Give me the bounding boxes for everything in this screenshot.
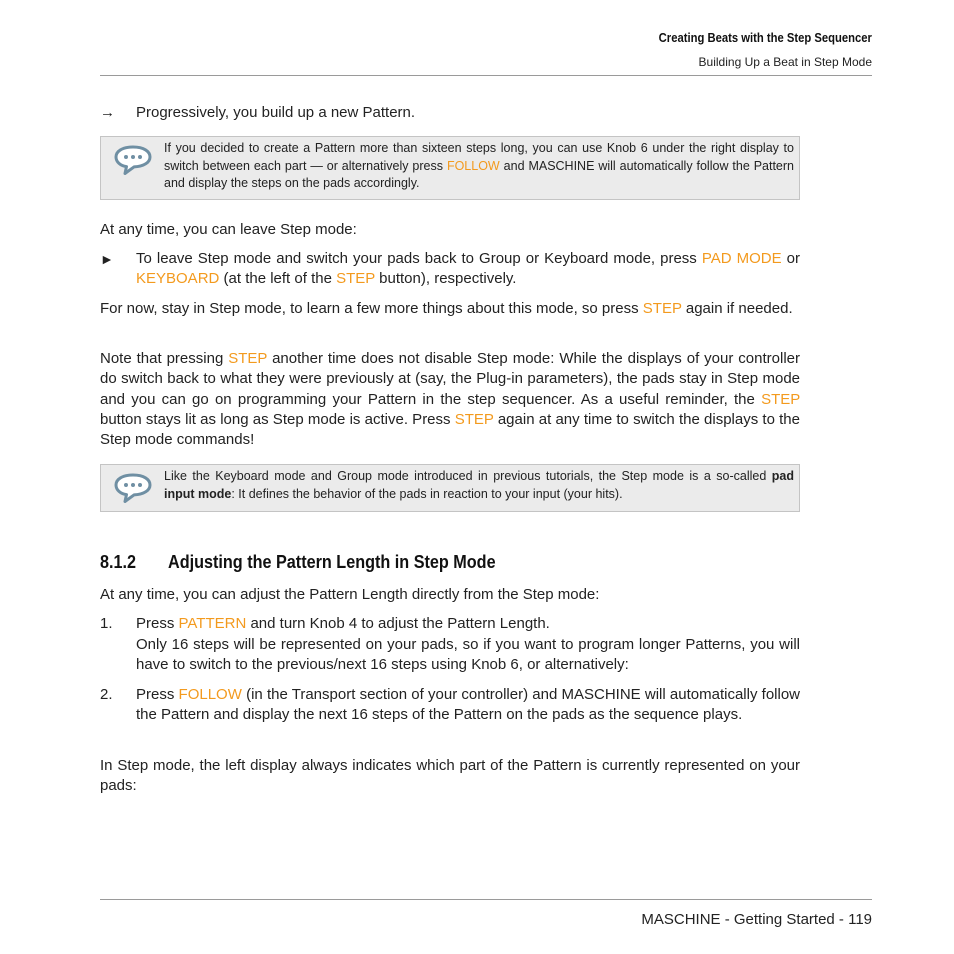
note1-text-b: and MASCHINE will automatically follow the Pattern and display the steps on the pads accordingly. xyxy=(164,158,795,191)
page-footer: MASCHINE - Getting Started - 119 xyxy=(641,911,872,928)
pad-mode-key: PAD MODE xyxy=(701,250,782,267)
note-box-2 xyxy=(100,464,800,512)
step-key: STEP xyxy=(454,410,494,428)
stay-text-b: again if needed. xyxy=(681,300,793,317)
note-box-1 xyxy=(100,136,800,200)
step-key: STEP xyxy=(642,300,682,317)
action-text-d: button), respectively. xyxy=(375,270,517,288)
step-1-number: 1. xyxy=(100,615,113,632)
action-marker: ► xyxy=(100,251,114,267)
page-header-chapter: Creating Beats with the Step Sequencer xyxy=(658,31,872,45)
step-key: STEP xyxy=(228,350,268,367)
note-text-a: Note that pressing xyxy=(100,350,229,367)
action-text-c: (at the left of the xyxy=(219,270,337,288)
section-title: Adjusting the Pattern Length in Step Mode xyxy=(168,552,496,572)
step-2-number: 2. xyxy=(100,686,113,703)
action-text-b: or xyxy=(781,250,800,267)
step-1-subtext: Only 16 steps will be represented on your pads, so if you want to program longer Patterns, you will have to switch to the previous/next 16 steps using Knob 6, or alternatively: xyxy=(136,636,800,674)
speech-bubble-icon xyxy=(113,143,153,177)
para-left-display: In Step mode, the left display always indicates which part of the Pattern is currently represented on your pads: xyxy=(100,757,800,795)
step2-text-b: (in the Transport section of your controller) and MASCHINE will automatically follow the Pattern and display the next 16 steps of the Pattern on the pads as the sequence plays. xyxy=(136,686,800,724)
header-rule xyxy=(100,75,872,76)
step-1-text xyxy=(136,614,800,634)
step1-text-b: and turn Knob 4 to adjust the Pattern Length. xyxy=(246,615,550,632)
pad-input-mode-term: pad input mode xyxy=(164,469,794,501)
result-arrow: → xyxy=(100,104,115,121)
section-number: 8.1.2 xyxy=(100,552,137,572)
note-text-d: again at any time to switch the displays to the Step mode commands! xyxy=(100,410,800,449)
keyboard-key: KEYBOARD xyxy=(136,270,220,288)
para-note-step xyxy=(100,349,800,450)
pattern-key: PATTERN xyxy=(178,615,247,632)
step1-text-a: Press xyxy=(136,615,179,632)
result-text: Progressively, you build up a new Pattern. xyxy=(136,104,416,121)
page-header-section: Building Up a Beat in Step Mode xyxy=(698,55,872,69)
step2-text-a: Press xyxy=(136,686,179,703)
action-text xyxy=(136,249,800,290)
speech-bubble-icon xyxy=(113,471,153,505)
footer-rule xyxy=(100,899,872,900)
para-stay-step-mode xyxy=(100,299,800,319)
note-text-c: button stays lit as long as Step mode is active. Press xyxy=(100,410,455,428)
stay-text-a: For now, stay in Step mode, to learn a few more things about this mode, so press xyxy=(100,300,643,317)
note2-text-b: : It defines the behavior of the pads in reaction to your input (your hits). xyxy=(231,486,623,501)
note-text-1 xyxy=(164,140,794,193)
note-text-b: another time does not disable Step mode: While the displays of your controller do switch back to what they were previously at (say, the Plug-in parameters), the pads stay in Step mode and you can go on programming your Pattern in the step sequencer. As a useful reminder, the xyxy=(100,350,801,408)
step-key: STEP xyxy=(761,390,800,408)
para-leave-step-mode: At any time, you can leave Step mode: xyxy=(100,221,357,238)
step-key: STEP xyxy=(336,270,375,288)
note2-text-a: Like the Keyboard mode and Group mode introduced in previous tutorials, the Step mode is a so-called xyxy=(164,469,772,483)
para-adjust-length: At any time, you can adjust the Pattern Length directly from the Step mode: xyxy=(100,586,600,603)
note1-text-a: If you decided to create a Pattern more than sixteen steps long, you can use Knob 6 under the right display to switch between each part — or alternatively press xyxy=(164,141,794,173)
step-2-text xyxy=(136,685,800,726)
follow-key: FOLLOW xyxy=(178,686,242,703)
note-text-2 xyxy=(164,468,794,503)
follow-key: FOLLOW xyxy=(446,158,500,173)
action-text-a: To leave Step mode and switch your pads back to Group or Keyboard mode, press xyxy=(136,250,702,267)
